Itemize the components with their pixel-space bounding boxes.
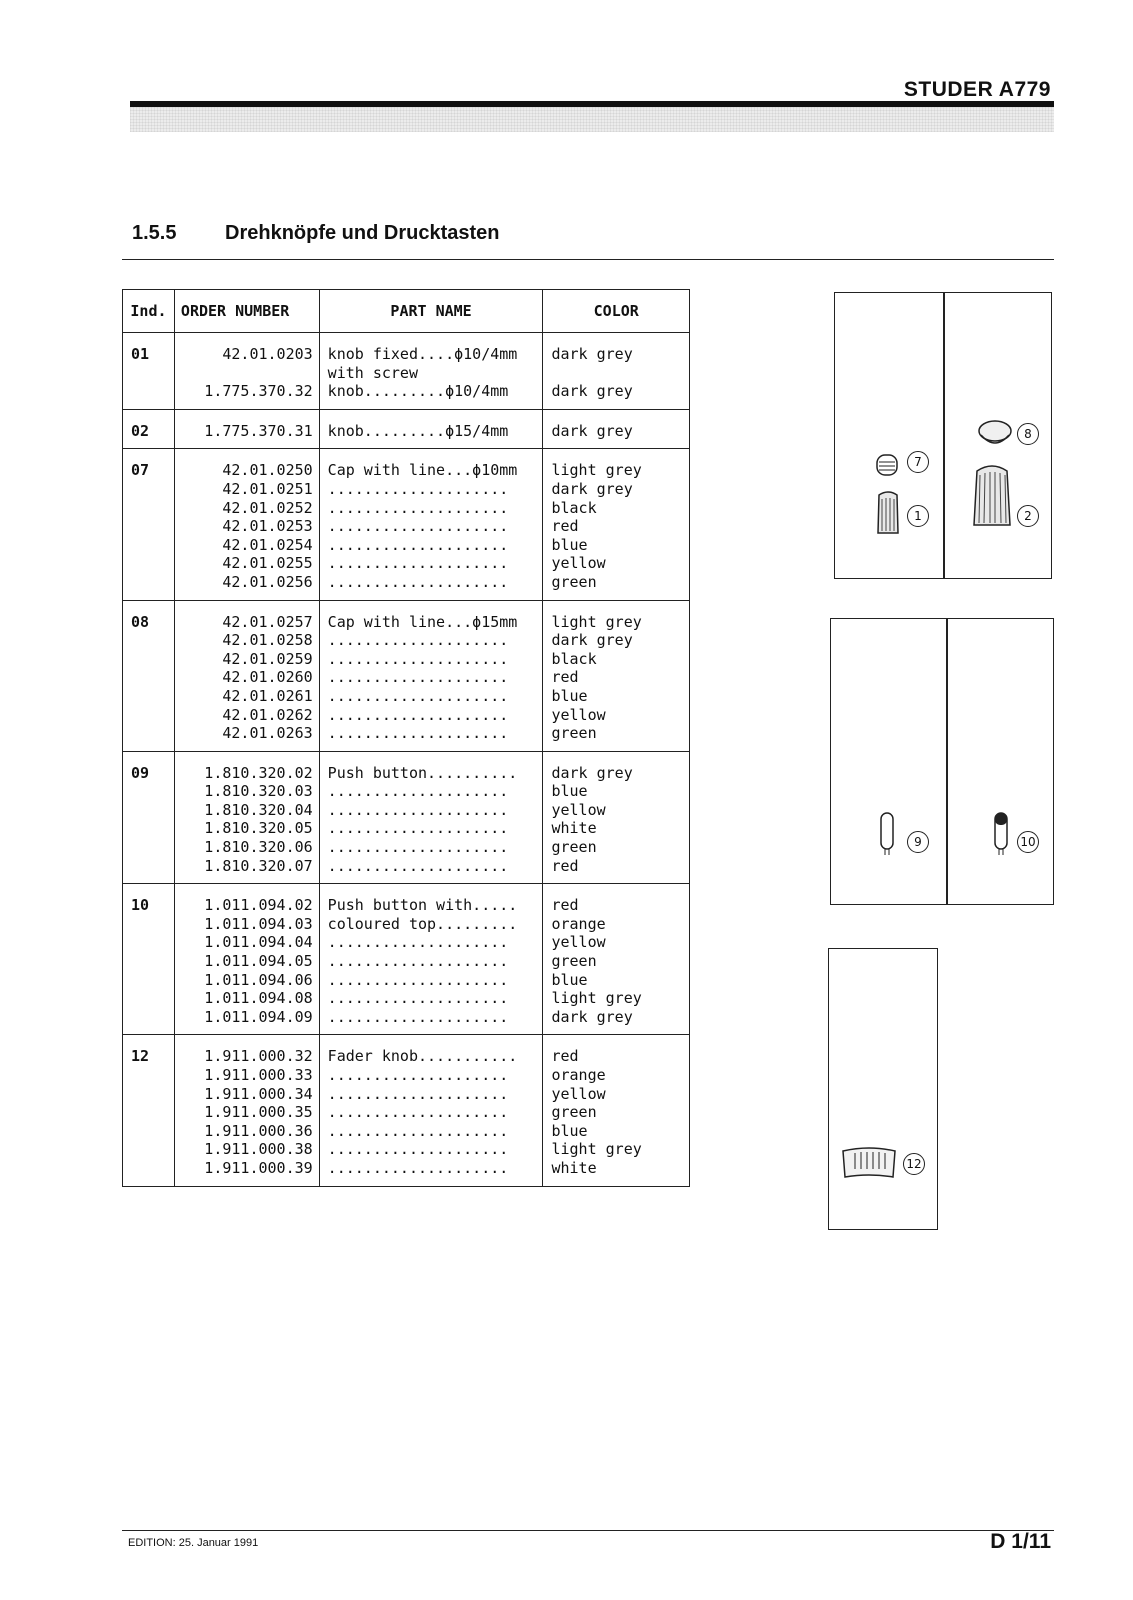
color-cell: [543, 884, 690, 1035]
table-row: [123, 333, 690, 410]
table-header-row: [123, 290, 690, 333]
part-name: ....................: [327, 1066, 509, 1084]
callout-7: 7: [907, 451, 929, 473]
part-name: ....................: [327, 705, 509, 724]
column-header-order-number: ORDER NUMBER: [174, 290, 319, 333]
cap-small-icon: [873, 451, 901, 479]
part-name: ....................: [327, 819, 509, 838]
order-number: 1.011.094.05: [204, 952, 313, 971]
order-number: 1.011.094.06: [204, 970, 313, 989]
order-number: 1.911.000.34: [204, 1084, 313, 1103]
column-header-ind: Ind.: [123, 290, 175, 333]
part-name: ....................: [327, 517, 509, 536]
table-row: [123, 449, 690, 600]
page-number: D 1/11: [990, 1530, 1051, 1553]
order-number: 42.01.0203: [222, 345, 313, 363]
color-value: blue: [551, 535, 588, 554]
part-name: knob.........ϕ10/4mm: [327, 382, 509, 401]
color-value: blue: [551, 970, 588, 989]
part-name: ....................: [327, 800, 509, 819]
part-name: ....................: [327, 856, 509, 875]
color-value: blue: [551, 782, 588, 801]
order-number: 42.01.0254: [222, 535, 313, 554]
figure-panel-knobs: [834, 292, 1052, 579]
part-name: knob.........ϕ15/4mm: [327, 421, 509, 440]
order-number: 42.01.0252: [222, 498, 313, 517]
order-number: 1.911.000.33: [204, 1066, 313, 1084]
parts-table-body: [123, 333, 690, 1187]
part-name: ....................: [327, 686, 509, 705]
callout-12: 12: [903, 1153, 925, 1175]
color-value: dark grey: [551, 631, 633, 650]
part-name: ....................: [327, 970, 509, 989]
order-number: 1.011.094.04: [204, 933, 313, 952]
part-name-cell: [319, 409, 543, 449]
part-name: ....................: [327, 479, 509, 498]
table-row: [123, 600, 690, 751]
order-number: 1.011.094.03: [204, 914, 313, 933]
part-name: ....................: [327, 668, 509, 687]
color-cell: [543, 1035, 690, 1186]
color-value: [551, 364, 683, 383]
figure-panel-push-buttons: [830, 618, 1054, 905]
panel-divider: [946, 619, 948, 904]
figure-panel-fader-knob: [828, 948, 938, 1230]
order-number: 1.911.000.39: [204, 1158, 313, 1177]
order-number: 1.911.000.35: [204, 1103, 313, 1122]
order-number: 1.810.320.07: [204, 856, 313, 875]
color-value: red: [551, 896, 579, 915]
color-value: dark grey: [551, 479, 633, 498]
order-number: 42.01.0263: [222, 724, 313, 743]
order-number: 1.775.370.32: [204, 382, 313, 401]
index-cell: 12: [123, 1035, 175, 1186]
part-name: ....................: [327, 1121, 509, 1140]
color-value: yellow: [551, 933, 606, 952]
color-cell: [543, 409, 690, 449]
section-title: Drehknöpfe und Drucktasten: [225, 222, 500, 244]
part-name: ....................: [327, 989, 509, 1008]
part-name: ....................: [327, 952, 509, 971]
color-value: dark grey: [551, 421, 633, 440]
order-number-cell: [174, 333, 319, 410]
color-value: blue: [551, 1121, 588, 1140]
color-cell: [543, 333, 690, 410]
color-value: light grey: [551, 612, 642, 631]
order-number: 1.011.094.02: [204, 896, 313, 915]
order-number-cell: [174, 449, 319, 600]
part-name: with screw: [327, 363, 418, 382]
color-value: red: [551, 668, 579, 687]
part-name: ....................: [327, 649, 509, 668]
column-header-color: COLOR: [543, 290, 690, 333]
panel-divider: [943, 293, 945, 578]
color-cell: [543, 600, 690, 751]
part-name: ....................: [327, 498, 509, 517]
color-value: green: [551, 1103, 597, 1122]
color-value: green: [551, 724, 597, 743]
order-number: 1.810.320.02: [204, 763, 313, 782]
order-number: 42.01.0255: [222, 554, 313, 573]
section-rule: [122, 259, 1054, 260]
color-value: dark grey: [551, 345, 633, 363]
callout-1: 1: [907, 505, 929, 527]
color-value: black: [551, 649, 597, 668]
table-row: [123, 1035, 690, 1186]
part-name: ....................: [327, 631, 509, 650]
edition-date: EDITION: 25. Januar 1991: [128, 1537, 259, 1549]
index-cell: 10: [123, 884, 175, 1035]
color-value: red: [551, 517, 579, 536]
table-row: [123, 751, 690, 884]
part-name: ....................: [327, 535, 509, 554]
part-name: coloured top.........: [327, 914, 518, 933]
order-number-cell: [174, 1035, 319, 1186]
table-row: [123, 409, 690, 449]
part-name: ....................: [327, 572, 509, 591]
order-number-cell: [174, 884, 319, 1035]
order-number: 1.911.000.38: [204, 1140, 313, 1159]
order-number: 42.01.0261: [222, 686, 313, 705]
brand-title: STUDER A779: [903, 78, 1051, 101]
index-cell: 09: [123, 751, 175, 884]
part-name: knob fixed....ϕ10/4mm: [327, 345, 518, 363]
order-number: 42.01.0259: [222, 649, 313, 668]
index-cell: 07: [123, 449, 175, 600]
color-cell: [543, 449, 690, 600]
color-value: dark grey: [551, 763, 633, 782]
order-number-cell: [174, 409, 319, 449]
order-number: 1.775.370.31: [204, 421, 313, 440]
order-number-cell: [174, 600, 319, 751]
part-name-cell: [319, 1035, 543, 1186]
callout-10: 10: [1017, 831, 1039, 853]
color-value: green: [551, 572, 597, 591]
index-cell: 08: [123, 600, 175, 751]
part-name: ....................: [327, 724, 509, 743]
order-number-cell: [174, 751, 319, 884]
fader-knob-icon: [839, 1143, 899, 1181]
push-button-icon: [877, 809, 897, 859]
order-number: 42.01.0258: [222, 631, 313, 650]
part-name-cell: [319, 449, 543, 600]
color-value: green: [551, 952, 597, 971]
callout-9: 9: [907, 831, 929, 853]
part-name-cell: [319, 600, 543, 751]
part-name: ....................: [327, 782, 509, 801]
knob-large-icon: [969, 461, 1015, 529]
color-value: blue: [551, 686, 588, 705]
part-name: Push button with.....: [327, 896, 518, 915]
color-value: yellow: [551, 554, 606, 573]
part-name-cell: [319, 333, 543, 410]
part-name: ....................: [327, 1140, 509, 1159]
part-name: ....................: [327, 1158, 509, 1177]
order-number: 1.810.320.05: [204, 819, 313, 838]
part-name: ....................: [327, 1103, 509, 1122]
part-name-cell: [319, 751, 543, 884]
part-name-cell: [319, 884, 543, 1035]
part-name: ....................: [327, 838, 509, 857]
order-number: 1.911.000.36: [204, 1121, 313, 1140]
order-number: 1.911.000.32: [204, 1047, 313, 1066]
callout-8: 8: [1017, 423, 1039, 445]
column-header-part-name: PART NAME: [319, 290, 543, 333]
color-value: red: [551, 1047, 579, 1066]
part-name: ....................: [327, 933, 509, 952]
color-value: light grey: [551, 461, 642, 480]
order-number: 42.01.0260: [222, 668, 313, 687]
order-number: 42.01.0257: [222, 612, 313, 631]
part-name: Cap with line...ϕ15mm: [327, 612, 518, 631]
order-number: 42.01.0256: [222, 572, 313, 591]
parts-table: [122, 289, 690, 1187]
part-name: ....................: [327, 1084, 509, 1103]
color-value: light grey: [551, 989, 642, 1008]
order-number: 1.011.094.09: [204, 1007, 313, 1026]
index-cell: 01: [123, 333, 175, 410]
color-value: white: [551, 819, 597, 838]
header-hatch-band: [130, 107, 1054, 132]
order-number: [183, 364, 313, 383]
order-number: 42.01.0251: [222, 479, 313, 498]
color-value: green: [551, 838, 597, 857]
color-value: red: [551, 856, 579, 875]
order-number: 42.01.0253: [222, 517, 313, 536]
order-number: 42.01.0262: [222, 705, 313, 724]
color-value: yellow: [551, 800, 606, 819]
section-number: 1.5.5: [132, 222, 177, 244]
part-name: Fader knob...........: [327, 1047, 518, 1066]
callout-2: 2: [1017, 505, 1039, 527]
color-value: orange: [551, 1066, 606, 1084]
order-number: 1.810.320.04: [204, 800, 313, 819]
color-value: white: [551, 1158, 597, 1177]
cap-large-icon: [975, 417, 1015, 453]
order-number: 1.011.094.08: [204, 989, 313, 1008]
color-value: black: [551, 498, 597, 517]
index-cell: 02: [123, 409, 175, 449]
color-value: yellow: [551, 705, 606, 724]
order-number: 1.810.320.06: [204, 838, 313, 857]
part-name: ....................: [327, 1007, 509, 1026]
order-number: 42.01.0250: [222, 461, 313, 480]
order-number: 1.810.320.03: [204, 782, 313, 801]
color-value: light grey: [551, 1140, 642, 1159]
color-cell: [543, 751, 690, 884]
part-name: ....................: [327, 554, 509, 573]
table-row: [123, 884, 690, 1035]
footer-rule: [122, 1530, 1054, 1531]
color-value: dark grey: [551, 1007, 633, 1026]
color-value: dark grey: [551, 382, 633, 401]
part-name: Cap with line...ϕ10mm: [327, 461, 518, 480]
color-value: yellow: [551, 1084, 606, 1103]
part-name: Push button..........: [327, 763, 518, 782]
color-value: orange: [551, 914, 606, 933]
knob-small-icon: [873, 489, 903, 537]
push-button-colored-top-icon: [991, 809, 1011, 859]
